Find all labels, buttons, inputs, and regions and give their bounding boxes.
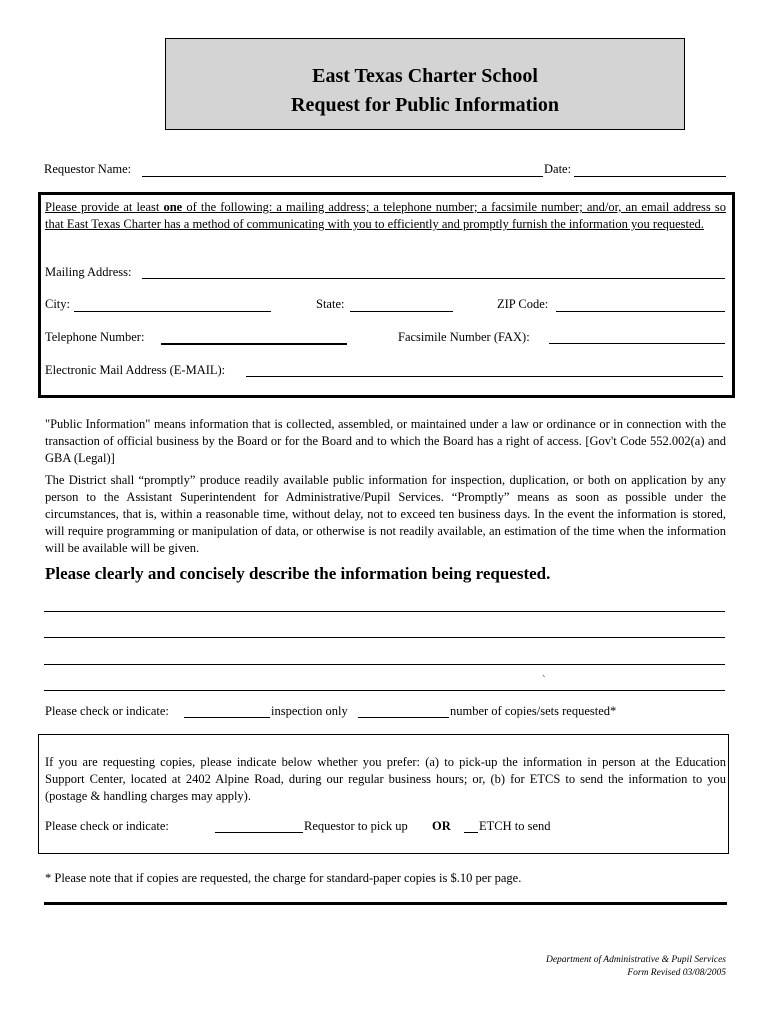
request-description-heading: Please clearly and concisely describe the information being requested. xyxy=(45,564,551,583)
copies-requested-label: number of copies/sets requested* xyxy=(450,704,617,718)
send-field[interactable] xyxy=(464,832,478,833)
copies-count-field[interactable] xyxy=(358,717,449,718)
contact-instruction: Please provide at least one of the following: a mailing address; a telephone number; a facsimile number; and/or, an email address so that East Texas Charter has a method of communicating with you to efficiently and promptly furnish the information you requested. xyxy=(45,200,727,231)
state-label: State: xyxy=(316,297,345,311)
state-field[interactable] xyxy=(350,311,453,312)
footer-department: Department of Administrative & Pupil Services xyxy=(545,955,726,965)
inspection-only-field[interactable] xyxy=(184,717,270,718)
pickup-label: Requestor to pick up xyxy=(304,819,408,833)
email-label: Electronic Mail Address (E-MAIL): xyxy=(45,363,226,377)
footer-revised: Form Revised 03/08/2005 xyxy=(627,968,726,978)
description-line[interactable] xyxy=(44,664,725,665)
mailing-address-label: Mailing Address: xyxy=(45,265,132,279)
inspection-only-label: inspection only xyxy=(271,704,348,718)
stray-mark: ` xyxy=(542,674,546,686)
form-title-request: Request for Public Information xyxy=(291,94,559,116)
copies-check-label: Please check or indicate: xyxy=(45,819,169,833)
city-field[interactable] xyxy=(74,311,271,312)
description-line[interactable] xyxy=(44,690,725,691)
date-label: Date: xyxy=(544,162,572,176)
send-label: ETCH to send xyxy=(479,819,551,833)
copies-instruction: If you are requesting copies, please indicate below whether you prefer: (a) to pick-up the information in person at the Education Support Center, located at 2402 Alpine Road, during our regular business hours; or, (b) for ETCS to send the information to you (postage & handling charges may apply). xyxy=(45,755,726,803)
email-field[interactable] xyxy=(246,376,723,377)
check-indicate-label: Please check or indicate: xyxy=(45,704,169,718)
date-field[interactable] xyxy=(574,176,726,177)
pickup-field[interactable] xyxy=(215,832,303,833)
requestor-name-field[interactable] xyxy=(142,176,543,177)
copy-charge-note: * Please note that if copies are requested, the charge for standard-paper copies is $.10 per page. xyxy=(45,871,522,885)
requestor-name-label: Requestor Name: xyxy=(44,162,132,176)
divider xyxy=(44,902,727,905)
mailing-address-field[interactable] xyxy=(142,278,725,279)
description-line[interactable] xyxy=(44,637,725,638)
telephone-field[interactable] xyxy=(161,343,347,345)
zip-label: ZIP Code: xyxy=(497,297,549,311)
or-label: OR xyxy=(432,819,451,833)
title-box xyxy=(165,38,685,130)
telephone-label: Telephone Number: xyxy=(45,330,145,344)
fax-field[interactable] xyxy=(549,343,725,344)
form-title-school: East Texas Charter School xyxy=(312,65,538,87)
description-line[interactable] xyxy=(44,611,725,612)
public-information-definition: "Public Information" means information that is collected, assembled, or maintained under a law or ordinance or in connection with the transaction of official business by the Board or for the Board and to which the Board has a right of access. [Gov't Code 552.002(a) and GBA (Legal)] xyxy=(45,417,726,465)
fax-label: Facsimile Number (FAX): xyxy=(398,330,530,344)
promptly-definition: The District shall “promptly” produce readily available public information for inspection, duplication, or both on application by any person to the Assistant Superintendent for Administrative/Pupil Services. “Promptly” means as soon as possible under the circumstances, that is, within a reasonable time, without delay, not to exceed ten business days. In the event the information is stored, will require programming or manipulation of data, or otherwise is not readily available, an estimation of the time when the information will be available will be given. xyxy=(45,473,726,555)
zip-field[interactable] xyxy=(556,311,725,312)
city-label: City: xyxy=(45,297,71,311)
